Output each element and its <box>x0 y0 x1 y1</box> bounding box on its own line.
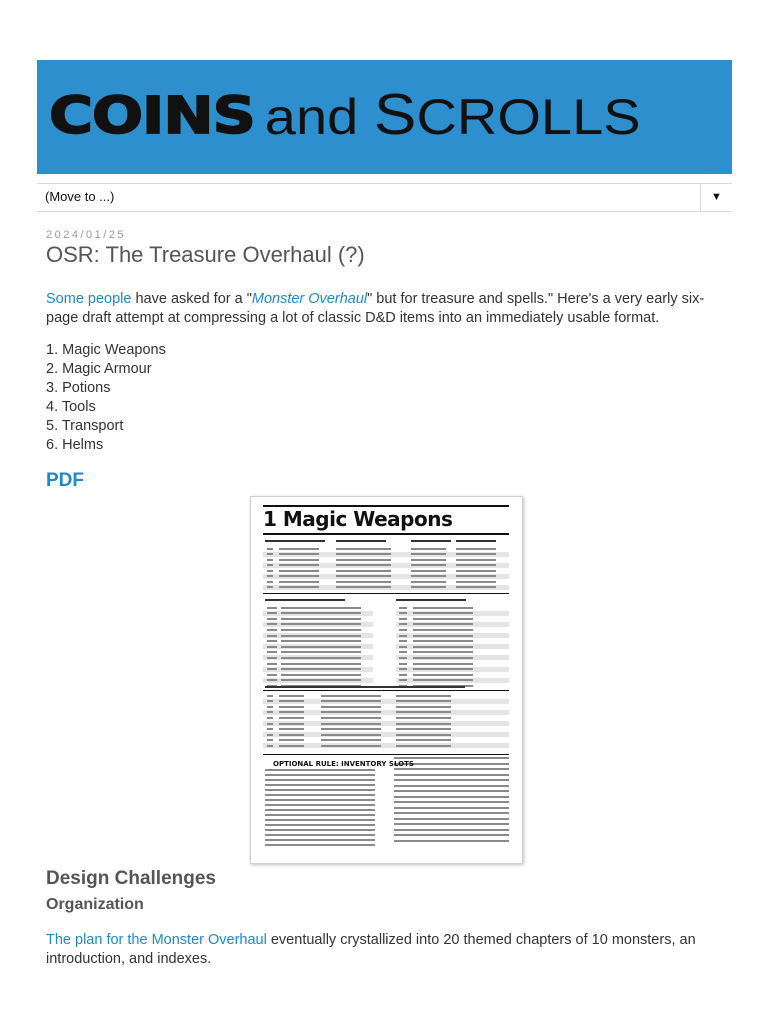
doc-text-line <box>267 745 273 747</box>
doc-text-line <box>265 784 375 786</box>
doc-text-line <box>265 804 375 806</box>
doc-text-line <box>396 717 451 719</box>
doc-text-line <box>399 646 407 648</box>
doc-text-line <box>267 553 273 555</box>
doc-text-line <box>281 629 361 631</box>
doc-text-line <box>399 674 407 676</box>
doc-text-line <box>267 651 277 653</box>
doc-text-line <box>265 829 375 831</box>
doc-text-line <box>321 728 381 730</box>
doc-rule-line <box>263 690 509 691</box>
doc-text-line <box>399 623 407 625</box>
doc-text-line <box>456 586 496 588</box>
doc-text-line <box>267 663 277 665</box>
doc-text-line <box>267 646 277 648</box>
doc-text-line <box>396 706 451 708</box>
doc-text-line <box>267 612 277 614</box>
doc-text-line <box>267 657 277 659</box>
doc-text-line <box>411 553 446 555</box>
doc-text-line <box>321 734 381 736</box>
some-people-link[interactable]: Some people <box>46 291 132 307</box>
doc-text-line <box>265 819 375 821</box>
doc-text-line <box>394 774 509 776</box>
doc-text-line <box>267 581 273 583</box>
page-navigation-select[interactable] <box>37 183 732 212</box>
section-heading: Design Challenges <box>46 868 216 889</box>
doc-text-line <box>456 553 496 555</box>
list-item: 3. Potions <box>46 380 111 396</box>
doc-text-line <box>267 717 273 719</box>
doc-text-line <box>267 629 277 631</box>
doc-text-line <box>413 679 473 681</box>
doc-text-line <box>321 745 381 747</box>
doc-text-line <box>267 559 273 561</box>
doc-text-line <box>413 646 473 648</box>
doc-text-line <box>413 612 473 614</box>
doc-text-line <box>394 796 509 798</box>
doc-text-line <box>267 728 273 730</box>
doc-text-line <box>281 618 361 620</box>
intro-text-2: " but for treasure and spells." Here's a very early six-page draft attempt at compressing a lot of classic D&D items into an immediately usable format. <box>46 291 705 326</box>
doc-text-line <box>413 640 473 642</box>
doc-text-line <box>281 623 361 625</box>
doc-text-line <box>267 674 277 676</box>
doc-rule-line <box>263 754 509 755</box>
doc-text-line <box>281 679 361 681</box>
doc-text-line <box>456 548 496 550</box>
doc-text-line <box>265 799 375 801</box>
doc-text-line <box>399 668 407 670</box>
doc-text-line <box>279 728 304 730</box>
doc-text-line <box>394 768 509 770</box>
doc-text-line <box>394 823 509 825</box>
doc-title-rule <box>263 533 509 535</box>
doc-text-line <box>336 548 391 550</box>
doc-text-line <box>267 668 277 670</box>
monster-overhaul-link[interactable] <box>252 291 367 307</box>
doc-text-line <box>456 581 496 583</box>
doc-text-line <box>265 599 345 601</box>
doc-text-line <box>394 790 509 792</box>
doc-text-line <box>281 607 361 609</box>
doc-text-line <box>411 548 446 550</box>
doc-text-line <box>321 711 381 713</box>
doc-text-line <box>456 575 496 577</box>
doc-text-line <box>279 700 304 702</box>
doc-text-line <box>267 700 273 702</box>
doc-text-line <box>265 686 465 688</box>
doc-text-line <box>267 739 273 741</box>
doc-text-line <box>413 635 473 637</box>
doc-text-line <box>279 739 304 741</box>
doc-text-line <box>399 618 407 620</box>
pdf-link[interactable]: PDF <box>46 470 84 491</box>
doc-text-line <box>267 623 277 625</box>
doc-text-line <box>336 540 386 542</box>
doc-text-line <box>279 559 319 561</box>
doc-text-line <box>394 785 509 787</box>
doc-rule-line <box>263 593 509 594</box>
doc-text-line <box>279 717 304 719</box>
doc-text-line <box>411 586 446 588</box>
doc-text-line <box>281 668 361 670</box>
subsection-heading: Organization <box>46 896 144 913</box>
doc-text-line <box>411 570 446 572</box>
doc-text-line <box>413 618 473 620</box>
doc-text-line <box>396 734 451 736</box>
doc-text-line <box>394 757 509 759</box>
doc-preview-title: 1 Magic Weapons <box>263 507 453 531</box>
doc-text-line <box>281 646 361 648</box>
doc-text-line <box>394 801 509 803</box>
doc-text-line <box>279 745 304 747</box>
doc-text-line <box>399 663 407 665</box>
doc-text-line <box>396 711 451 713</box>
doc-text-line <box>396 695 451 697</box>
doc-text-line <box>265 540 325 542</box>
post-date: 2024/01/25 <box>46 229 127 241</box>
doc-text-line <box>396 728 451 730</box>
list-item: 2. Magic Armour <box>46 361 152 377</box>
doc-text-line <box>336 553 391 555</box>
doc-text-line <box>267 607 277 609</box>
doc-text-line <box>399 635 407 637</box>
organization-paragraph <box>46 931 722 969</box>
doc-text-line <box>265 794 375 796</box>
doc-text-line <box>265 779 375 781</box>
doc-text-line <box>413 629 473 631</box>
doc-text-line <box>456 559 496 561</box>
post-title[interactable]: OSR: The Treasure Overhaul (?) <box>46 242 365 267</box>
doc-text-line <box>394 840 509 842</box>
doc-text-line <box>279 548 319 550</box>
doc-text-line <box>411 564 446 566</box>
doc-text-line <box>267 706 273 708</box>
nav-select-label: (Move to ...) <box>45 189 115 204</box>
doc-text-line <box>394 812 509 814</box>
doc-text-line <box>265 839 375 841</box>
doc-text-line <box>321 723 381 725</box>
doc-text-line <box>396 739 451 741</box>
doc-text-line <box>281 657 361 659</box>
doc-text-line <box>394 779 509 781</box>
doc-text-line <box>279 553 319 555</box>
doc-text-line <box>279 581 319 583</box>
doc-text-line <box>413 623 473 625</box>
doc-text-line <box>267 575 273 577</box>
doc-text-line <box>265 844 375 846</box>
doc-text-line <box>396 745 451 747</box>
doc-text-line <box>279 570 319 572</box>
doc-text-line <box>413 657 473 659</box>
logo-and-scrolls-text <box>265 81 641 148</box>
doc-text-line <box>411 540 451 542</box>
dropdown-arrow-icon[interactable]: ▼ <box>700 184 732 211</box>
doc-text-line <box>413 651 473 653</box>
intro-paragraph <box>46 290 722 328</box>
doc-text-line <box>265 789 375 791</box>
doc-text-line <box>267 734 273 736</box>
doc-text-line <box>281 640 361 642</box>
doc-text-line <box>321 695 381 697</box>
doc-text-line <box>336 564 391 566</box>
doc-text-line <box>411 559 446 561</box>
doc-text-line <box>394 834 509 836</box>
doc-text-line <box>456 570 496 572</box>
doc-text-line <box>394 818 509 820</box>
doc-text-line <box>265 769 375 771</box>
doc-text-line <box>265 809 375 811</box>
doc-text-line <box>336 581 391 583</box>
doc-text-line <box>267 723 273 725</box>
doc-text-line <box>267 711 273 713</box>
doc-text-line <box>411 581 446 583</box>
doc-text-line <box>267 548 273 550</box>
doc-text-line <box>321 739 381 741</box>
list-item: 6. Helms <box>46 437 104 453</box>
doc-text-line <box>413 668 473 670</box>
doc-text-line <box>394 807 509 809</box>
blog-logo[interactable] <box>49 77 641 151</box>
pdf-preview-image[interactable] <box>250 496 523 864</box>
doc-text-line <box>399 629 407 631</box>
doc-text-line <box>279 695 304 697</box>
doc-text-line <box>265 824 375 826</box>
logo-coins-text: COINS <box>49 86 255 146</box>
doc-text-line <box>336 575 391 577</box>
doc-text-line <box>336 559 391 561</box>
chapter-list <box>46 341 166 455</box>
doc-text-line <box>456 564 496 566</box>
doc-text-line <box>281 674 361 676</box>
logo-scrolls-initial: S <box>373 81 417 147</box>
doc-text-line <box>321 717 381 719</box>
doc-text-line <box>267 586 273 588</box>
list-item: 5. Transport <box>46 418 124 434</box>
doc-text-line <box>267 618 277 620</box>
doc-text-line <box>399 657 407 659</box>
doc-text-line <box>399 607 407 609</box>
blog-header-banner[interactable] <box>37 60 732 174</box>
doc-text-line <box>265 814 375 816</box>
doc-text-line <box>413 663 473 665</box>
doc-text-line <box>456 540 496 542</box>
doc-text-line <box>399 640 407 642</box>
doc-text-line <box>267 640 277 642</box>
doc-text-line <box>279 734 304 736</box>
doc-text-line <box>396 599 466 601</box>
doc-text-line <box>396 700 451 702</box>
doc-text-line <box>279 706 304 708</box>
doc-text-line <box>399 651 407 653</box>
doc-text-line <box>267 635 277 637</box>
doc-text-line <box>321 700 381 702</box>
doc-text-line <box>279 575 319 577</box>
logo-and-word: and <box>264 87 359 145</box>
list-item: 1. Magic Weapons <box>46 342 166 358</box>
doc-text-line <box>267 695 273 697</box>
doc-text-line <box>279 586 319 588</box>
doc-text-line <box>411 575 446 577</box>
doc-text-line <box>336 586 391 588</box>
monster-overhaul-link-text: Monster Overhaul <box>251 291 368 307</box>
doc-text-line <box>281 651 361 653</box>
doc-text-line <box>413 607 473 609</box>
doc-text-line <box>399 612 407 614</box>
monster-overhaul-plan-link[interactable]: The plan for the Monster Overhaul <box>46 932 267 948</box>
doc-text-line <box>279 711 304 713</box>
doc-text-line <box>279 723 304 725</box>
doc-text-line <box>394 829 509 831</box>
doc-text-line <box>265 834 375 836</box>
doc-box-title: OPTIONAL RULE: INVENTORY SLOTS <box>273 760 414 768</box>
doc-text-line <box>279 564 319 566</box>
intro-text-1: have asked for a " <box>131 291 252 307</box>
doc-text-line <box>267 679 277 681</box>
logo-scrolls-rest: CROLLS <box>416 87 641 145</box>
organization-text: eventually crystallized into 20 themed chapters of 10 monsters, an introduction, and indexes. <box>46 932 696 967</box>
doc-text-line <box>396 723 451 725</box>
list-item: 4. Tools <box>46 399 96 415</box>
doc-text-line <box>336 570 391 572</box>
doc-text-line <box>265 774 375 776</box>
doc-text-line <box>281 663 361 665</box>
doc-text-line <box>281 612 361 614</box>
doc-text-line <box>399 679 407 681</box>
doc-text-line <box>321 706 381 708</box>
doc-text-line <box>413 674 473 676</box>
doc-text-line <box>267 564 273 566</box>
doc-text-line <box>281 635 361 637</box>
doc-text-line <box>267 570 273 572</box>
